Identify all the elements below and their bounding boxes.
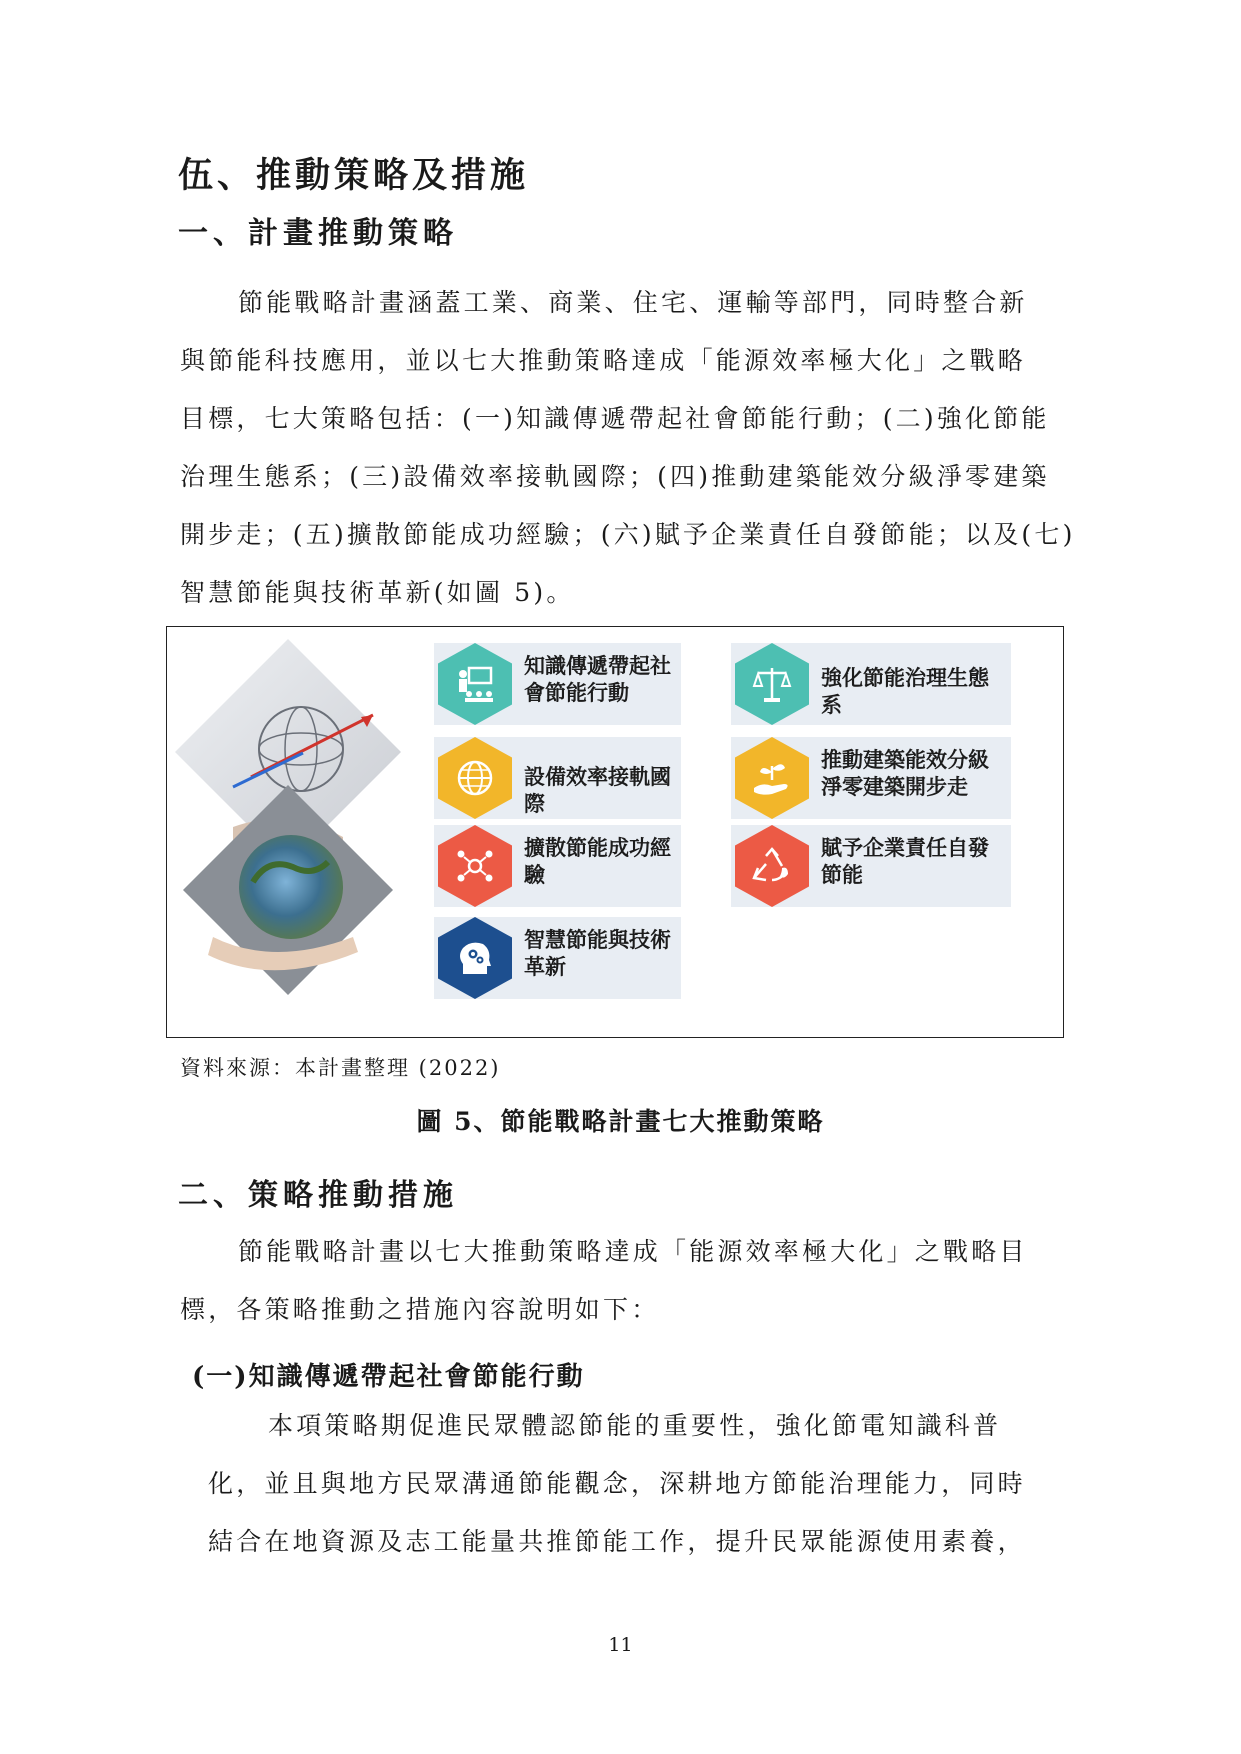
- strategy-card-label: 設備效率接軌國際: [524, 765, 671, 816]
- hexagon-badge: [735, 737, 809, 819]
- hand-plant-icon: [752, 758, 792, 798]
- section-1-heading: 一、計畫推動策略: [178, 216, 458, 251]
- balance-scale-icon: [752, 664, 792, 704]
- strategy-card-label: 智慧節能與技術革新: [524, 928, 671, 979]
- paragraph-line: 目標，七大策略包括：(一)知識傳遞帶起社會節能行動；(二)強化節能: [180, 404, 1050, 433]
- strategy-card-2: [731, 643, 1011, 725]
- strategy-card-3: [434, 737, 681, 819]
- strategy-card-label: 強化節能治理生態系: [821, 666, 989, 717]
- network-molecule-icon: [455, 846, 495, 886]
- strategy-card-label: 知識傳遞帶起社會節能行動: [524, 654, 671, 705]
- page-number: 11: [608, 1634, 633, 1656]
- strategy-card-label: 擴散節能成功經驗: [524, 836, 671, 887]
- paragraph-line: 開步走；(五)擴散節能成功經驗；(六)賦予企業責任自發節能；以及(七): [180, 520, 1076, 549]
- paragraph-line: 節能戰略計畫涵蓋工業、商業、住宅、運輸等部門，同時整合新: [238, 288, 1028, 317]
- figure-caption: 圖 5、節能戰略計畫七大推動策略: [416, 1107, 825, 1136]
- strategy-figure: [166, 626, 1064, 1038]
- hexagon-badge: [735, 825, 809, 907]
- paragraph-line: 節能戰略計畫以七大推動策略達成「能源效率極大化」之戰略目: [238, 1237, 1028, 1266]
- paragraph-line: 與節能科技應用，並以七大推動策略達成「能源效率極大化」之戰略: [180, 346, 1027, 375]
- strategy-card-label: 推動建築能效分級淨零建築開步走: [821, 748, 989, 799]
- section-2-heading: 二、策略推動措施: [178, 1178, 458, 1213]
- paragraph-line: 治理生態系；(三)設備效率接軌國際；(四)推動建築能效分級淨零建築: [180, 462, 1050, 491]
- hexagon-badge: [438, 825, 512, 907]
- strategy-card-label: 賦予企業責任自發節能: [821, 836, 989, 887]
- paragraph-line: 本項策略期促進民眾體認節能的重要性，強化節電知識科普: [268, 1411, 1002, 1440]
- subsection-heading: (一)知識傳遞帶起社會節能行動: [192, 1362, 585, 1392]
- strategy-card-4: [731, 737, 1011, 819]
- decorative-photo-collage: [173, 637, 403, 1027]
- classroom-teacher-icon: [455, 664, 495, 704]
- strategy-card-5: [434, 825, 681, 907]
- strategy-card-7: [434, 917, 681, 999]
- main-heading: 伍、推動策略及措施: [178, 155, 530, 196]
- paragraph-line: 智慧節能與技術革新(如圖 5)。: [180, 578, 575, 607]
- hexagon-badge: [438, 917, 512, 999]
- hexagon-badge: [438, 737, 512, 819]
- hexagon-badge: [438, 643, 512, 725]
- hexagon-badge: [735, 643, 809, 725]
- paragraph-line: 化，並且與地方民眾溝通節能觀念，深耕地方節能治理能力，同時: [208, 1469, 1026, 1498]
- head-gears-icon: [455, 938, 495, 978]
- figure-source: 資料來源：本計畫整理 (2022): [180, 1056, 501, 1080]
- strategy-card-1: [434, 643, 681, 725]
- recycle-icon: [752, 846, 792, 886]
- paragraph-line: 標，各策略推動之措施內容說明如下：: [180, 1295, 660, 1324]
- strategy-card-6: [731, 825, 1011, 907]
- paragraph-line: 結合在地資源及志工能量共推節能工作，提升民眾能源使用素養，: [208, 1527, 1026, 1556]
- globe-grid-icon: [455, 758, 495, 798]
